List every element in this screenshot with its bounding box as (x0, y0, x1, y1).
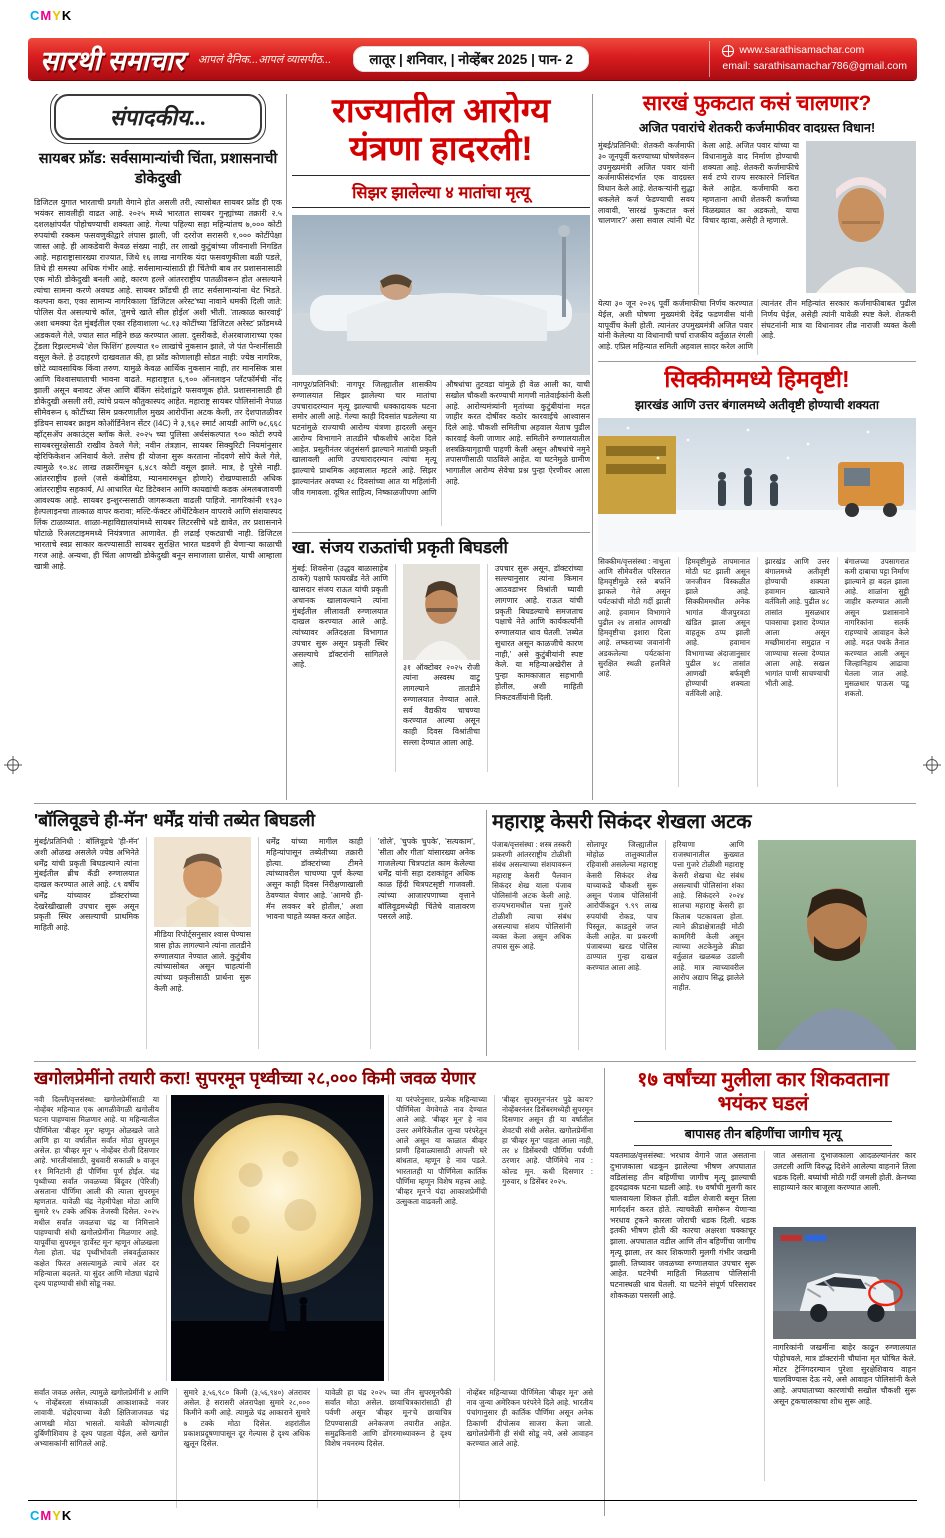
raut-article (292, 564, 590, 772)
sikkim-article (598, 557, 916, 787)
section-rule (598, 361, 916, 362)
supermoon-r2c2: सुमारे ३,५६,९८० किमी (३,५६,९४०) अंतरावर असेल. हे सरासरी अंतरापेक्षा सुमारे २८,००० किमीने कमी आहे. त्यामुळे चंद्र आकाराने सुमारे ७ टक्के मोठा दिसेल. शहरांतील प्रकाशप्रदूषणापासून दूर गेल्यास हे दृश्य अधिक खुलून दिसेल. (176, 1388, 318, 1508)
supermoon-photo (171, 1095, 384, 1381)
health-article (292, 92, 590, 802)
dharmendra-col-1: मुंबई/प्रतिनिधी : बॉलिवूडचे 'ही-मॅन' अशी ओळख असलेले ज्येष्ठ अभिनेते धर्मेंद्र यांची प्रकृती बिघडल्याने त्यांना मुंबईतील ब्रीच कँडी रुग्णालयात दाखल करण्यात आले आहे. ८९ वर्षीय धर्मेंद्र यांच्यावर डॉक्टरांच्या देखरेखीखाली उपचार सुरू असून प्रकृती स्थिर असल्याची प्राथमिक माहिती आहे. (34, 837, 139, 932)
registration-mark-icon (4, 756, 22, 774)
section-rule (34, 803, 916, 804)
dharmendra-col-2-text: मीडिया रिपोर्ट्सनुसार श्वास घेण्यास त्रास होऊ लागल्याने त्यांना तातडीने रुग्णालयात नेण्यात आले. कुटुंबीय त्यांच्यासोबत असून चाहत्यांनी त्यांच्या प्रकृतीसाठी प्रार्थना सुरू केली आहे. (154, 930, 251, 993)
supermoon-col-r2: 'बीव्हर सुपरमून'नंतर पुढे काय? नोव्हेंबरनंतर डिसेंबरमध्येही सुपरमून दिसणार असून ही या वर्षातील शेवटची संधी असेल. खगोलप्रेमींना हा 'बीव्हर मून' पाहता आला नाही, तर ४ डिसेंबरची पौर्णिमा पर्वणी ठरणार आहे. पौर्णिमेचे नाव : कोल्ड मून. कधी दिसणार : गुरुवार, ४ डिसेंबर २०२५. (494, 1095, 600, 1381)
sikkim-subheadline: झारखंड आणि उत्तर बंगालमध्ये अतीवृष्टी होण्याची शक्यता (634, 397, 880, 412)
column-rule (604, 1068, 605, 1516)
website-link[interactable]: www.sarathisamachar.com (739, 44, 865, 57)
raut-col-3: उपचार सुरू असून, डॉक्टरांच्या सल्ल्यानुसार त्यांना किमान आठवडाभर विश्रांती घ्यावी लागणार आहे. राऊत यांची प्रकृती बिघडल्याचे समजताच पक्षाचे नेते आणि कार्यकर्त्यांनी रुग्णालयात धाव घेतली. 'तब्येत सुधारत असून काळजीचे कारण नाही,' असे कुटुंबीयांनी स्पष्ट केले. या महिन्याअखेरीस ते पुन्हा कामकाजात सहभागी होतील, अशी माहिती निकटवर्तीयांनी दिली. (487, 564, 590, 772)
kesari-article (492, 810, 916, 1058)
dharmendra-col-4: 'शोले', 'चुपके चुपके', 'सत्यकाम', 'सीता और गीता' यांसारख्या अनेक गाजलेल्या चित्रपटांत काम केलेल्या धर्मेंद्र यांनी सहा दशकांहून अधिक काळ हिंदी चित्रपटसृष्टी गाजवली. त्यांच्या आजारपणाच्या वृत्ताने बॉलिवूडमध्येही चिंतेचे वातावरण पसरले आहे. (370, 837, 482, 1049)
dharmendra-article (34, 810, 482, 1058)
supermoon-col-left: नवी दिल्ली/वृत्तसंस्था: खगोलप्रेमींसाठी या नोव्हेंबर महिन्यात एक आगळीवेगळी खगोलीय घटना पाहण्यास मिळणार आहे. या महिन्यातील पौर्णिमेला 'बीव्हर मून' म्हणून ओळखले जाते आणि हा या वर्षातील सर्वांत मोठा सुपरमून असेल. हा 'बीव्हर मून' ५ नोव्हेंबर रोजी दिसणार आहे. भारतीयांसाठी, बुधवारी सकाळी ७ वाजून ११ मिनिटांनी ही पौर्णिमा पूर्ण होईल. चंद्र पृथ्वीच्या सर्वांत जवळच्या बिंदूवर (पेरिजी) असताना पौर्णिमा आली की त्याला सुपरमून म्हणतात. यावेळी चंद्र नेहमीपेक्षा मोठा आणि सुमारे १५ टक्के अधिक तेजस्वी दिसेल. २०२५ मधील सर्वांत जवळचा चंद्र या निमित्ताने पाहण्याची संधी खगोलप्रेमींना मिळणार आहे. यापूर्वीचा सुपरमून 'हार्वेस्ट मून' म्हणून ओळखला गेला होता. चंद्र पृथ्वीभोवती लंबवर्तुळाकार कक्षेत फिरत असल्यामुळे त्याचे अंतर दर महिन्याला बदलते. या सुंदर आणि मोठ्या चंद्राचे दृश्य पाहण्याची संधी सोडू नका. (34, 1095, 159, 1288)
supermoon-r2c1: सर्वांत जवळ असेल, त्यामुळे खगोलप्रेमींनी ४ आणि ५ नोव्हेंबरला संध्याकाळी आकाशाकडे नजर लावावी. चंद्रोदयाच्या वेळी क्षितिजाजवळ चंद्र आणखी मोठा भासतो. यावेळी कोणत्याही दुर्बिणीशिवाय हे दृश्य पाहता येईल, असे खगोल अभ्यासकांनी सांगितले आहे. (34, 1388, 169, 1449)
masthead (28, 38, 917, 80)
email-link[interactable]: email: sarathisamachar786@gmail.com (722, 60, 907, 72)
accident-article (610, 1068, 916, 1518)
cmyk-print-marks-bottom (30, 1508, 72, 1523)
cmyk-y: Y (52, 8, 62, 23)
accident-col-b-top: जात असताना दुभाजकाला आदळल्यानंतर कार उलटली आणि विरुद्ध दिशेने आलेल्या वाहनाने तिला धडक दिली. बघ्यांची मोठी गर्दी जमली होती. क्रेनच्या साहाय्याने कार बाजूला करण्यात आली. (773, 1151, 916, 1193)
cmyk-m: M (40, 8, 53, 23)
masthead-contact (709, 41, 917, 77)
kesari-columns (492, 840, 751, 1050)
cmyk-print-marks (30, 8, 72, 23)
sikkim-col-1: सिक्कीम/वृत्तसंस्था : नाथुला आणि सीमेवरील परिसरात हिमवृष्टीमुळे रस्ते बर्फाने झाकले गेले असून पर्यटकांची मोठी गर्दी झाली आहे. हवामान विभागाने पुढील २४ तासांत आणखी हिमवृष्टीचा इशारा दिला आहे. लष्कराच्या जवानांनी अडकलेल्या पर्यटकांना सुरक्षित स्थळी हलविले आहे. (598, 556, 671, 678)
masthead-tagline: आपलं दैनिक...आपलं व्यासपीठ... (197, 53, 332, 66)
pawar-subheadline: अजित पवारांचे शेतकरी कर्जमाफीवर वादग्रस्त विधान! (638, 121, 876, 136)
cmyk-k: K (61, 8, 73, 23)
kesari-col-2: सोलापूर जिल्ह्यातील मोहोळ तालुक्यातील रहिवासी असलेल्या महाराष्ट्र केसरी सिकंदर शेख याच्याकडे चौकशी सुरू असून पंजाब पोलिसांनी आरोपींकडून ९.९९ लाख रुपयांची रोकड, पाच पिस्तूल, काडतुसे जप्त केली आहेत. या प्रकरणी पंजाबच्या खरड पोलिस ठाण्यात गुन्हा दाखल करण्यात आला आहे. (578, 840, 664, 1050)
editorial-title: सायबर फ्रॉड: सर्वसामान्यांची चिंता, प्रशासनाची डोकेदुखी (38, 151, 278, 187)
dharmendra-columns (34, 837, 482, 1049)
supermoon-row-2 (34, 1388, 600, 1508)
sikkim-headline: सिक्कीममध्ये हिमवृष्टी! (664, 366, 850, 393)
accident-subheadline: बापासह तीन बहिणींचा जागीच मृत्यू (634, 1121, 892, 1146)
kesari-col-1: पंजाब/वृत्तसंस्था : शस्त्र तस्करी प्रकरणी आंतरराष्ट्रीय टोळीशी संबंध असल्याच्या संशयावरून महाराष्ट्र केसरी पैलवान सिकंदर शेख याला पंजाब पोलिसांनी अटक केली आहे. राज्यभरामधील पत्ता गुजरे टोळीशी त्याचा संबंध असल्याचा संशय पोलिसांनी व्यक्त केला असून अधिक तपास सुरू आहे. (492, 840, 572, 952)
raut-headline: खा. संजय राऊतांची प्रकृती बिघडली (292, 538, 508, 558)
wrestler-photo (758, 840, 916, 1050)
editorial-label: संपादकीय... (109, 105, 207, 130)
column-rule (286, 94, 287, 800)
masthead-dateline: लातूर | शनिवार, | नोव्हेंबर 2025 | पान- 2 (353, 46, 589, 72)
registration-mark-icon (923, 756, 941, 774)
supermoon-headline: खगोलप्रेमींनो तयारी करा! सुपरमून पृथ्वीच्या २८,००० किमी जवळ येणार (34, 1068, 476, 1088)
section-rule (292, 532, 590, 533)
pawar-headline: सारखं फुकटात कसं चालणार? (642, 92, 872, 115)
pawar-body-top: मुंबई/प्रतिनिधी: शेतकरी कर्जमाफी ३० जूनपूर्वी करण्याच्या घोषणेवरून उपमुख्यमंत्री अजित पवार यांनी कर्जमाफीसंदर्भात एक वादग्रस्त विधान केले आहे. शेतकऱ्यांनी सुद्धा थकलेले कर्ज फेडण्याची सवय लावावी, 'सारखं फुकटात कसं चालणार?' असा सवाल त्यांनी थेट केला आहे. अजित पवार यांच्या या विधानामुळे वाद निर्माण होण्याची शक्यता आहे. शेतकरी कर्जमाफीचे सर्व टप्पे राज्य सरकारने निश्चित केले आहेत. कर्जमाफी करा म्हणताना आधी शेतकरी कर्जाच्या विळख्यात का अडकतो, याचा विचार व्हावा, असेही ते म्हणाले. (598, 141, 799, 226)
dharmendra-headline: 'बॉलिवूडचे ही-मॅन' धर्मेंद्र यांची तब्येत बिघडली (34, 810, 316, 830)
ajit-pawar-photo (806, 141, 916, 293)
health-subheadline: सिझर झालेल्या ४ मातांचा मृत्यू (292, 175, 590, 208)
cmyk-y: Y (52, 1508, 62, 1523)
column-rule (592, 94, 593, 800)
supermoon-row-1 (34, 1095, 600, 1381)
sanjay-raut-photo (403, 564, 480, 660)
accident-headline: १७ वर्षांच्या मुलीला कार शिकवताना भयंकर घडलं (637, 1069, 889, 1115)
supermoon-article (34, 1068, 600, 1518)
supermoon-r2c4: नोव्हेंबर महिन्याच्या पौर्णिमेला 'बीव्हर मून' असे नाव जुन्या अमेरिकन परंपरेने दिले आहे. भारतीय पंचांगानुसार ही कार्तिक पौर्णिमा असून अनेक ठिकाणी दीपोत्सव साजरा केला जातो. खगोलप्रेमींनी ही संधी सोडू नये, असे आवाहन करण्यात आले आहे. (459, 1388, 601, 1508)
pawar-article (598, 141, 916, 295)
cmyk-k: K (61, 1508, 73, 1523)
right-column (598, 92, 916, 802)
accident-col-b (764, 1151, 916, 1481)
snowfall-photo (598, 418, 916, 552)
column-rule (486, 810, 487, 1056)
dharmendra-col-3: धर्मेंद्र यांच्या मागील काही महिन्यांपासून तब्येतीच्या तक्रारी होत्या. डॉक्टरांच्या टीमने त्यांच्यावरील चाचण्या पूर्ण केल्या असून काही दिवस निरीक्षणाखाली ठेवण्यात येणार आहे. 'आमचे ही-मॅन लवकर बरे होतील,' अशा भावना चाहते व्यक्त करत आहेत. (258, 837, 370, 1049)
dharmendra-col-2 (146, 837, 258, 1049)
health-headline: राज्यातील आरोग्य यंत्रणा हादरली! (331, 92, 551, 169)
dharmendra-photo (154, 837, 251, 927)
supermoon-image-cell (166, 1095, 388, 1381)
sikkim-col-3: झारखंड आणि उत्तर बंगालमध्ये अतीवृष्टी होण्याची शक्यता हवामान खात्याने वर्तविली आहे. पुढील ४८ तासांत मुसळधार पावसाचा इशारा देण्यात आला असून मच्छीमारांना समुद्रात न जाण्याचा सल्ला देण्यात आला आहे. सखल भागांत पाणी साचण्याची भीती आहे. (757, 557, 837, 787)
sikkim-col-4: बंगालच्या उपसागरात कमी दाबाचा पट्टा निर्माण झाल्याने हा बदल झाला आहे. शाळांना सुट्टी जाहीर करण्यात आली असून प्रशासनाने नागरिकांना सतर्क राहण्याचे आवाहन केले आहे. मदत पथके तैनात करण्यात आली असून जिल्हानिहाय आढावा घेतला जात आहे. मुसळधार पाऊस पडू शकतो. (837, 557, 917, 787)
raut-col-1: मुंबई: शिवसेना (उद्धव बाळासाहेब ठाकरे) पक्षाचे फायरब्रँड नेते आणि खासदार संजय राऊत यांची प्रकृती अचानक खालावल्याने त्यांना मुंबईतील लीलावती रुग्णालयात दाखल करण्यात आले आहे. त्यांच्यावर अतिदक्षता विभागात उपचार सुरू असून प्रकृती स्थिर असल्याचे डॉक्टरांनी सांगितले आहे. (292, 563, 388, 670)
pawar-body-bottom: येत्या ३० जून २०२६ पूर्वी कर्जमाफीचा निर्णय करण्यात येईल, अशी घोषणा मुख्यमंत्री देवेंद्र फडणवीस यांनी यापूर्वीच केली होती. त्यानंतर उपमुख्यमंत्री अजित पवार यांनी केलेल्या या विधानाची चर्चा राजकीय वर्तुळात रंगली आहे. एप्रिल महिन्यात समिती अहवाल सादर करेल आणि त्यानंतर तीन महिन्यांत सरकार कर्जमाफीबाबत पुढील निर्णय घेईल, असेही त्यांनी यावेळी स्पष्ट केले. शेतकरी संघटनांनी मात्र या विधानावर तीव्र नाराजी व्यक्त केली आहे. (598, 299, 916, 352)
hospital-photo (292, 215, 590, 375)
accident-content (610, 1151, 916, 1481)
globe-icon (722, 45, 734, 57)
supermoon-col-r1: या परंपरेनुसार, प्रत्येक महिन्याच्या पौर्णिमेला वेगवेगळे नाव देण्यात आले आहे. 'बीव्हर मून' हे नाव उत्तर अमेरिकेतील जुन्या परंपरेतून आले असून या काळात बीव्हर प्राणी हिवाळ्यासाठी आपली घरे बांधतात, म्हणून हे नाव पडले. भारतातही या पौर्णिमेला कार्तिक पौर्णिमा म्हणून विशेष महत्त्व आहे. 'बीव्हर मून'ने यंदा आकाशप्रेमींची उत्सुकता वाढवली आहे. (388, 1095, 494, 1381)
raut-col-2 (395, 564, 487, 772)
section-rule (34, 1061, 916, 1062)
cmyk-c: C (30, 8, 41, 23)
raut-col-2-text: ३१ ऑक्टोबर २०२५ रोजी त्यांना अस्वस्थ वाटू लागल्याने तातडीने रुग्णालयात नेण्यात आले. सर्व वैद्यकीय चाचण्या करण्यात आल्या असून काही दिवस विश्रांतीचा सल्ला देण्यात आला आहे. (403, 662, 480, 747)
kesari-col-3: हरियाणा आणि राजस्थानातील कुख्यात पत्ता गुजरे टोळीशी महाराष्ट्र केसरी शेखचा थेट संबंध असल्याची पोलिसांना शंका आहे. सिकंदरने २०२४ सालचा महाराष्ट्र केसरी हा किताब पटकावला होता. त्याने क्रीडाक्षेत्रातही मोठी कामगिरी केली असून त्याच्या अटकेमुळे क्रीडा वर्तुळात खळबळ उडाली आहे. मात्र त्याच्यावरील आरोप अद्याप सिद्ध झालेले नाहीत. (665, 840, 751, 1050)
sikkim-col-2: हिमवृष्टीमुळे तापमानात मोठी घट झाली असून जनजीवन विस्कळीत झाले आहे. सिक्कीममधील अनेक भागांत वीजपुरवठा खंडित झाला असून वाहतूक ठप्प झाली आहे. हवामान विभागाच्या अंदाजानुसार पुढील ४८ तासांत आणखी बर्फवृष्टी होण्याची शक्यता वर्तविली आहे. (678, 557, 758, 787)
kesari-content (492, 840, 916, 1050)
footer-rule (28, 1500, 917, 1501)
health-body: नागपूर/प्रतिनिधी: नागपूर जिल्ह्यातील शासकीय रुग्णालयात सिझर झालेल्या चार मातांचा उपचारादरम्यान मृत्यू झाल्याची धक्कादायक घटना समोर आली आहे. गेल्या काही दिवसांत घडलेल्या या घटनांमुळे राज्याची आरोग्य यंत्रणा हादरली असून आरोग्य विभागाने तातडीने चौकशीचे आदेश दिले आहेत. प्रसूतीनंतर जंतुसंसर्ग झाल्याने मातांची प्रकृती खालावली आणि उपचारादरम्यान त्यांचा मृत्यू झाल्याचे प्राथमिक अहवालात म्हटले आहे. सिझर झाल्यानंतर अवघ्या २८ दिवसांच्या आत या महिलांनी जीव गमावला. दूषित साहित्य, निष्काळजीपणा आणि औषधांचा तुटवडा यांमुळे ही वेळ आली का, याची सखोल चौकशी करण्याची मागणी नातेवाईकांनी केली आहे. आरोग्यमंत्र्यांनी मृतांच्या कुटुंबीयांना मदत जाहीर करत दोषींवर कठोर कारवाईचे आश्वासन दिले आहे. चौकशी समितीचा अहवाल येताच पुढील कारवाई केली जाणार आहे. समितीने रुग्णालयातील शस्त्रक्रियागृहाची पाहणी केली असून औषधांचे नमुने तपासणीसाठी पाठविले आहेत. या घटनेमुळे ग्रामीण भागातील आरोग्य सेवेचा प्रश्न पुन्हा ऐरणीवर आला आहे. (292, 380, 590, 497)
accident-col-a: यवतमाळ/वृत्तसंस्था: भरधाव वेगाने जात असताना दुभाजकाला धडकून झालेल्या भीषण अपघातात वडिलांसह तीन बहिणींचा जागीच मृत्यू झाल्याची हृदयद्रावक घटना घडली आहे. १७ वर्षांची मुलगी कार चालवायला शिकत होती. वडील शेजारी बसून तिला मार्गदर्शन करत होते. त्याचवेळी समोरून येणाऱ्या भरधाव ट्रकने कारला जोराची धडक दिली. धडक इतकी भीषण होती की कारचा अक्षरशः चक्काचूर झाला. अपघातात वडील आणि तीन बहिणींचा जागीच मृत्यू झाला, तर कार शिकणारी मुलगी गंभीर जखमी झाली. तिच्यावर जवळच्या रुग्णालयात उपचार सुरू आहेत. घटनेची माहिती मिळताच पोलिसांनी घटनास्थळी धाव घेतली. या घटनेने संपूर्ण परिसरावर शोककळा पसरली आहे. (610, 1151, 756, 1300)
editorial-article (34, 94, 282, 798)
accident-col-b-bottom: नागरिकांनी जखमींना बाहेर काढून रुग्णालयात पोहोचवले, मात्र डॉक्टरांनी चौघांना मृत घोषित केले. मोटर ट्रेनिंगदरम्यान पुरेशा सुरक्षेशिवाय वाहन चालविण्यास देऊ नये, असे आवाहन पोलिसांनी केले आहे. अपघाताच्या कारणांची सखोल चौकशी सुरू असून ट्रकचालकाचा शोध सुरू आहे. (773, 1343, 916, 1406)
cmyk-m: M (40, 1508, 53, 1523)
car-crash-photo (773, 1227, 916, 1339)
newspaper-title: सारथी समाचार (40, 45, 184, 76)
editorial-body: डिजिटल युगात भारताची प्रगती वेगाने होत असली तरी, त्यासोबत सायबर फ्रॉड ही एक भयंकर सावलीही वाढत आहे. २०२५ मध्ये भारतात सायबर गुन्ह्यांच्या तक्रारी २.५ दशलक्षांपर्यंत पोहोचण्याची शक्यता आहे. गेल्या पहिल्या सहा महिन्यांतच ७,००० कोटी रुपयांची रक्कम फसवणुकीद्वारे लंपास झाली, जी दररोज सरासरी १,००० कोटींपेक्षा जास्त आहे. ही आकडेवारी केवळ संख्या नाही, तर लाखो कुटुंबांच्या जीवनाशी निगडित आहे. महाराष्ट्रासारख्या राज्यात, जिथे १६ लाख नागरिक यंदा फसवणुकीला बळी पडले, तिथे ही समस्या अधिक गंभीर आहे. सर्वसामान्यांसाठी ही चिंतेची बाब तर प्रशासनासाठी एक मोठी डोकेदुखी बनली आहे, कारण हल्ले आंतरराष्ट्रीय पातळीवरून होत असल्याने त्यांचा सामना करणे अवघड आहे. सायबर फ्रॉडची ही लाट सर्वसामान्यांना थेट भिडते. कल्पना करा, एका सामान्य नागरिकाला 'डिजिटल अरेस्ट'च्या नावाने धमकी दिली जाते: पोलिस येत असल्याचे कॉल, 'तुमचे खाते सील होईल' अशी भीती. 'तात्काळ कारवाई' अशा धमक्या देत मुंबईतील एका रहिवाशाला ५८.१३ कोटींच्या 'डिजिटल अरेस्ट' फ्रॉडमध्ये अडकवले गेले, ज्यात सात महिने छळ करण्यात आला. दुसरीकडे, शेअरबाजाराच्या एका ट्रेंडला रिझल्टमध्ये 'शेल फिशिंग' हल्ल्यात १० लाखांचे नुकसान झाले, जे पंत पेन्शनींसाठी वसूल केले. हे उदाहरणे दाखवतात की, हा फ्रॉड कोणालाही सोडत नाही: ज्येष्ठ नागरिक, छोटे व्यावसायिक किंवा तरुण. यामुळे केवळ आर्थिक नुकसान नाही, तर मानसिक त्रास आणि विश्वासघाताची भावना वाढते. महाराष्ट्रात ६,९०० ऑनलाइन प्लॅटफॉर्मची नोंद झाली असून बनावट ॲप्स आणि बँकिंग संदेशांद्वारे फसवणूक होते. प्रशासनासाठी ही डोकेदुखी असली तरी, त्यांचे प्रयत्न कौतुकास्पद आहेत. महाराष्ट्र सायबर पोलिसांनी नेपाळ सीमेवरून ६ कोटींच्या सिम प्रकरणातील मुख्य आरोपींना अटक केली, तर देशपातळीवर इंडियन सायबर क्राइम कोऑर्डिनेशन सेंटर (I4C) ने ३,९६२ स्मार्ट आयडी आणि ७८,६६८ व्हॉट्सॲप अकाउंट्स ब्लॉक केले. २०२५ च्या पुलिसा अर्थसंकल्पात ९०० कोटी रुपये सायबरसुरक्षेसाठी राखीव ठेवले गेले; नवीन तंत्रज्ञान, सायबर सिक्युरिटी नियमांनुसार व्हेरिफिकेशन अनिवार्य केले. तसेच ही योजना सुरू करताना नोंदवणे सोपे केले गेले, त्यामुळे १०.४८ लाख तक्रारींमधून ६,४८९ कोटी वसूल झाले. मात्र, हे पुरेसे नाही. आंतरराष्ट्रीय हल्ले (जसे कंबोडिया, म्यानमारमधून होणारे) रोखण्यासाठी अधिक आंतरराष्ट्रीय सहकार्य, AI आधारित थेट डिटेक्शन आणि कायद्यांची कडक अंमलबजावणी आवश्यक आहे. सायबर इन्शुरन्ससाठी जागरूकता वाढली पाहिजे. नागरिकांनी १९३० हेल्पलाइनचा तात्काळ वापर करावा; मल्टि-फॅक्टर ऑथेंटिकेशन वापरावे आणि संशयास्पद लिंक टाळाव्यात. शाळा-महाविद्यालयांमध्ये सायबर लिटरसीचे धडे द्यावेत, तर प्रशासनाने घोटाळे रिअलटाइममध्ये नियंत्रणात आणावेत. ही लढाई एकट्याची नाही. डिजिटल भारताचे स्वप्न साकार करण्यासाठी सायबर सुरक्षित भारत घडवणे ही येणाऱ्या काळाची गरज आहे. अन्यथा, ही चिंता आणखी डोकेदुखी बनून समाजाला ग्रासेल, याची आम्हाला खात्री आहे. (34, 198, 282, 572)
supermoon-r2c3: यावेळी हा चंद्र २०२५ च्या तीन सुपरमूनपैकी सर्वांत मोठा असेल. छायाचित्रकारांसाठी ही पर्वणी असून 'बीव्हर मून'चे छायाचित्र टिपण्यासाठी अनेकजण तयारीत आहेत. समुद्रकिनारी आणि डोंगरमाथ्यावरून हे दृश्य विशेष नयनरम्य दिसेल. (317, 1388, 459, 1508)
kesari-headline: महाराष्ट्र केसरी सिकंदर शेखला अटक (492, 811, 752, 833)
editorial-frame (54, 94, 262, 140)
cmyk-c: C (30, 1508, 41, 1523)
